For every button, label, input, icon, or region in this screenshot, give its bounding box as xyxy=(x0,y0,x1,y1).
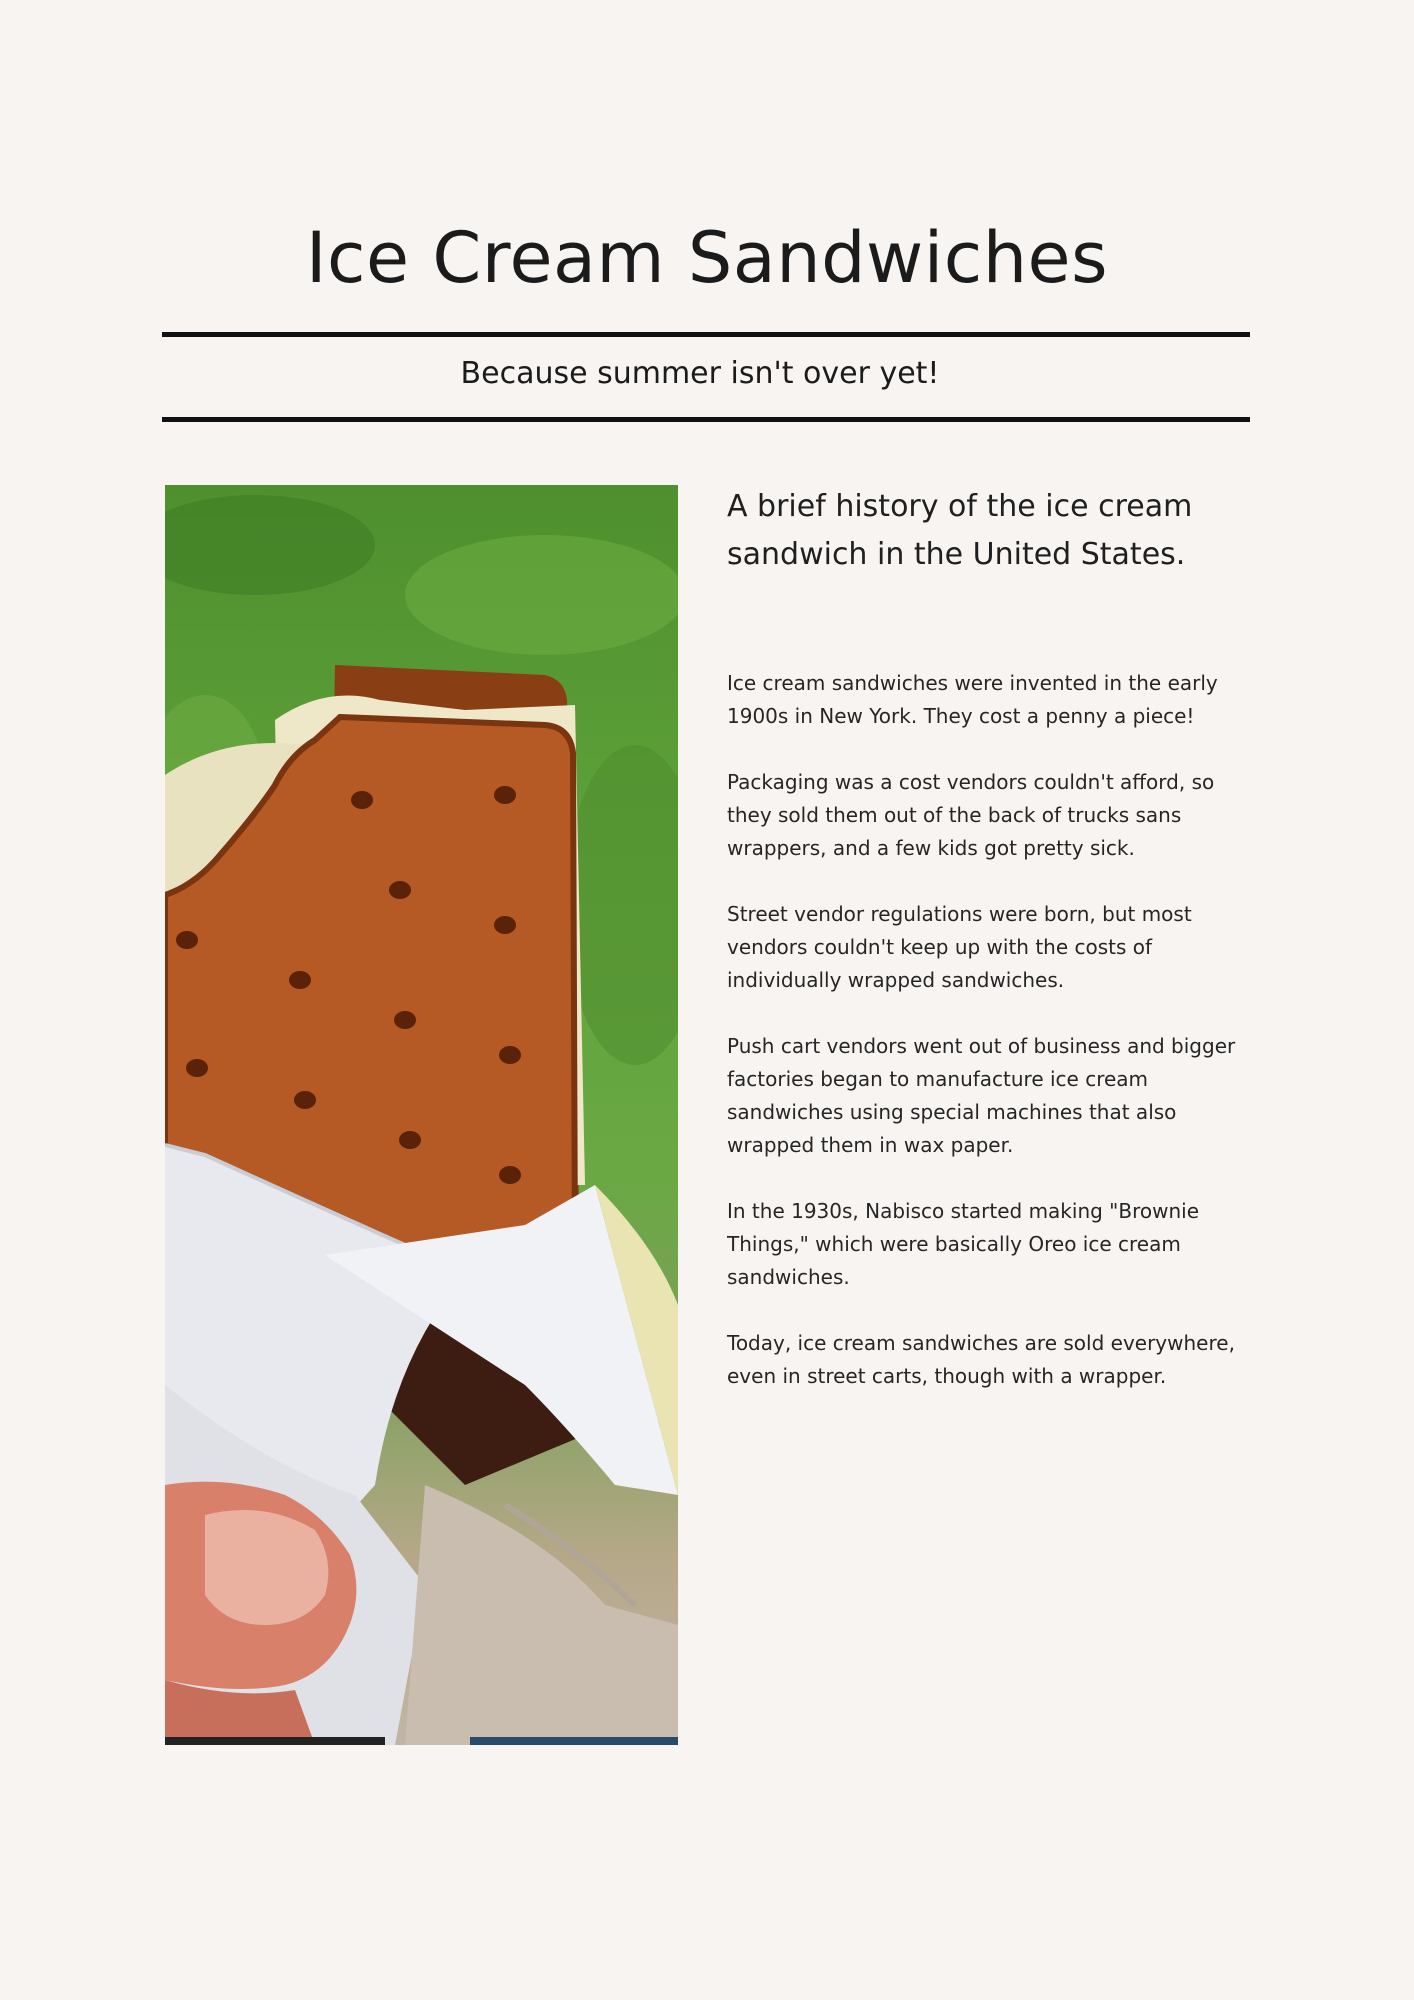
paragraph: Push cart vendors went out of business and bigger factories began to manufacture ice cream sandwiches using special machines that also wrapped them in wax paper. xyxy=(727,1034,1236,1157)
paragraph: Ice cream sandwiches were invented in the early 1900s in New York. They cost a penny a piece! xyxy=(727,671,1218,728)
top-divider xyxy=(162,332,1250,337)
history-text xyxy=(727,667,1259,1426)
paragraph: In the 1930s, Nabisco started making "Brownie Things," which were basically Oreo ice cream sandwiches. xyxy=(727,1199,1200,1289)
section-heading: A brief history of the ice cream sandwich in the United States. xyxy=(727,489,1193,572)
paragraph: Today, ice cream sandwiches are sold everywhere, even in street carts, though with a wrapper. xyxy=(727,1331,1235,1388)
page-title: Ice Cream Sandwiches xyxy=(305,217,1109,299)
bottom-divider xyxy=(162,417,1250,422)
paragraph: Street vendor regulations were born, but most vendors couldn't keep up with the costs of individually wrapped sandwiches. xyxy=(727,902,1192,992)
subtitle: Because summer isn't over yet! xyxy=(460,356,940,391)
paragraph: Packaging was a cost vendors couldn't afford, so they sold them out of the back of trucks sans wrappers, and a few kids got pretty sick. xyxy=(727,770,1215,860)
ice-cream-sandwich-photo xyxy=(165,485,678,1745)
